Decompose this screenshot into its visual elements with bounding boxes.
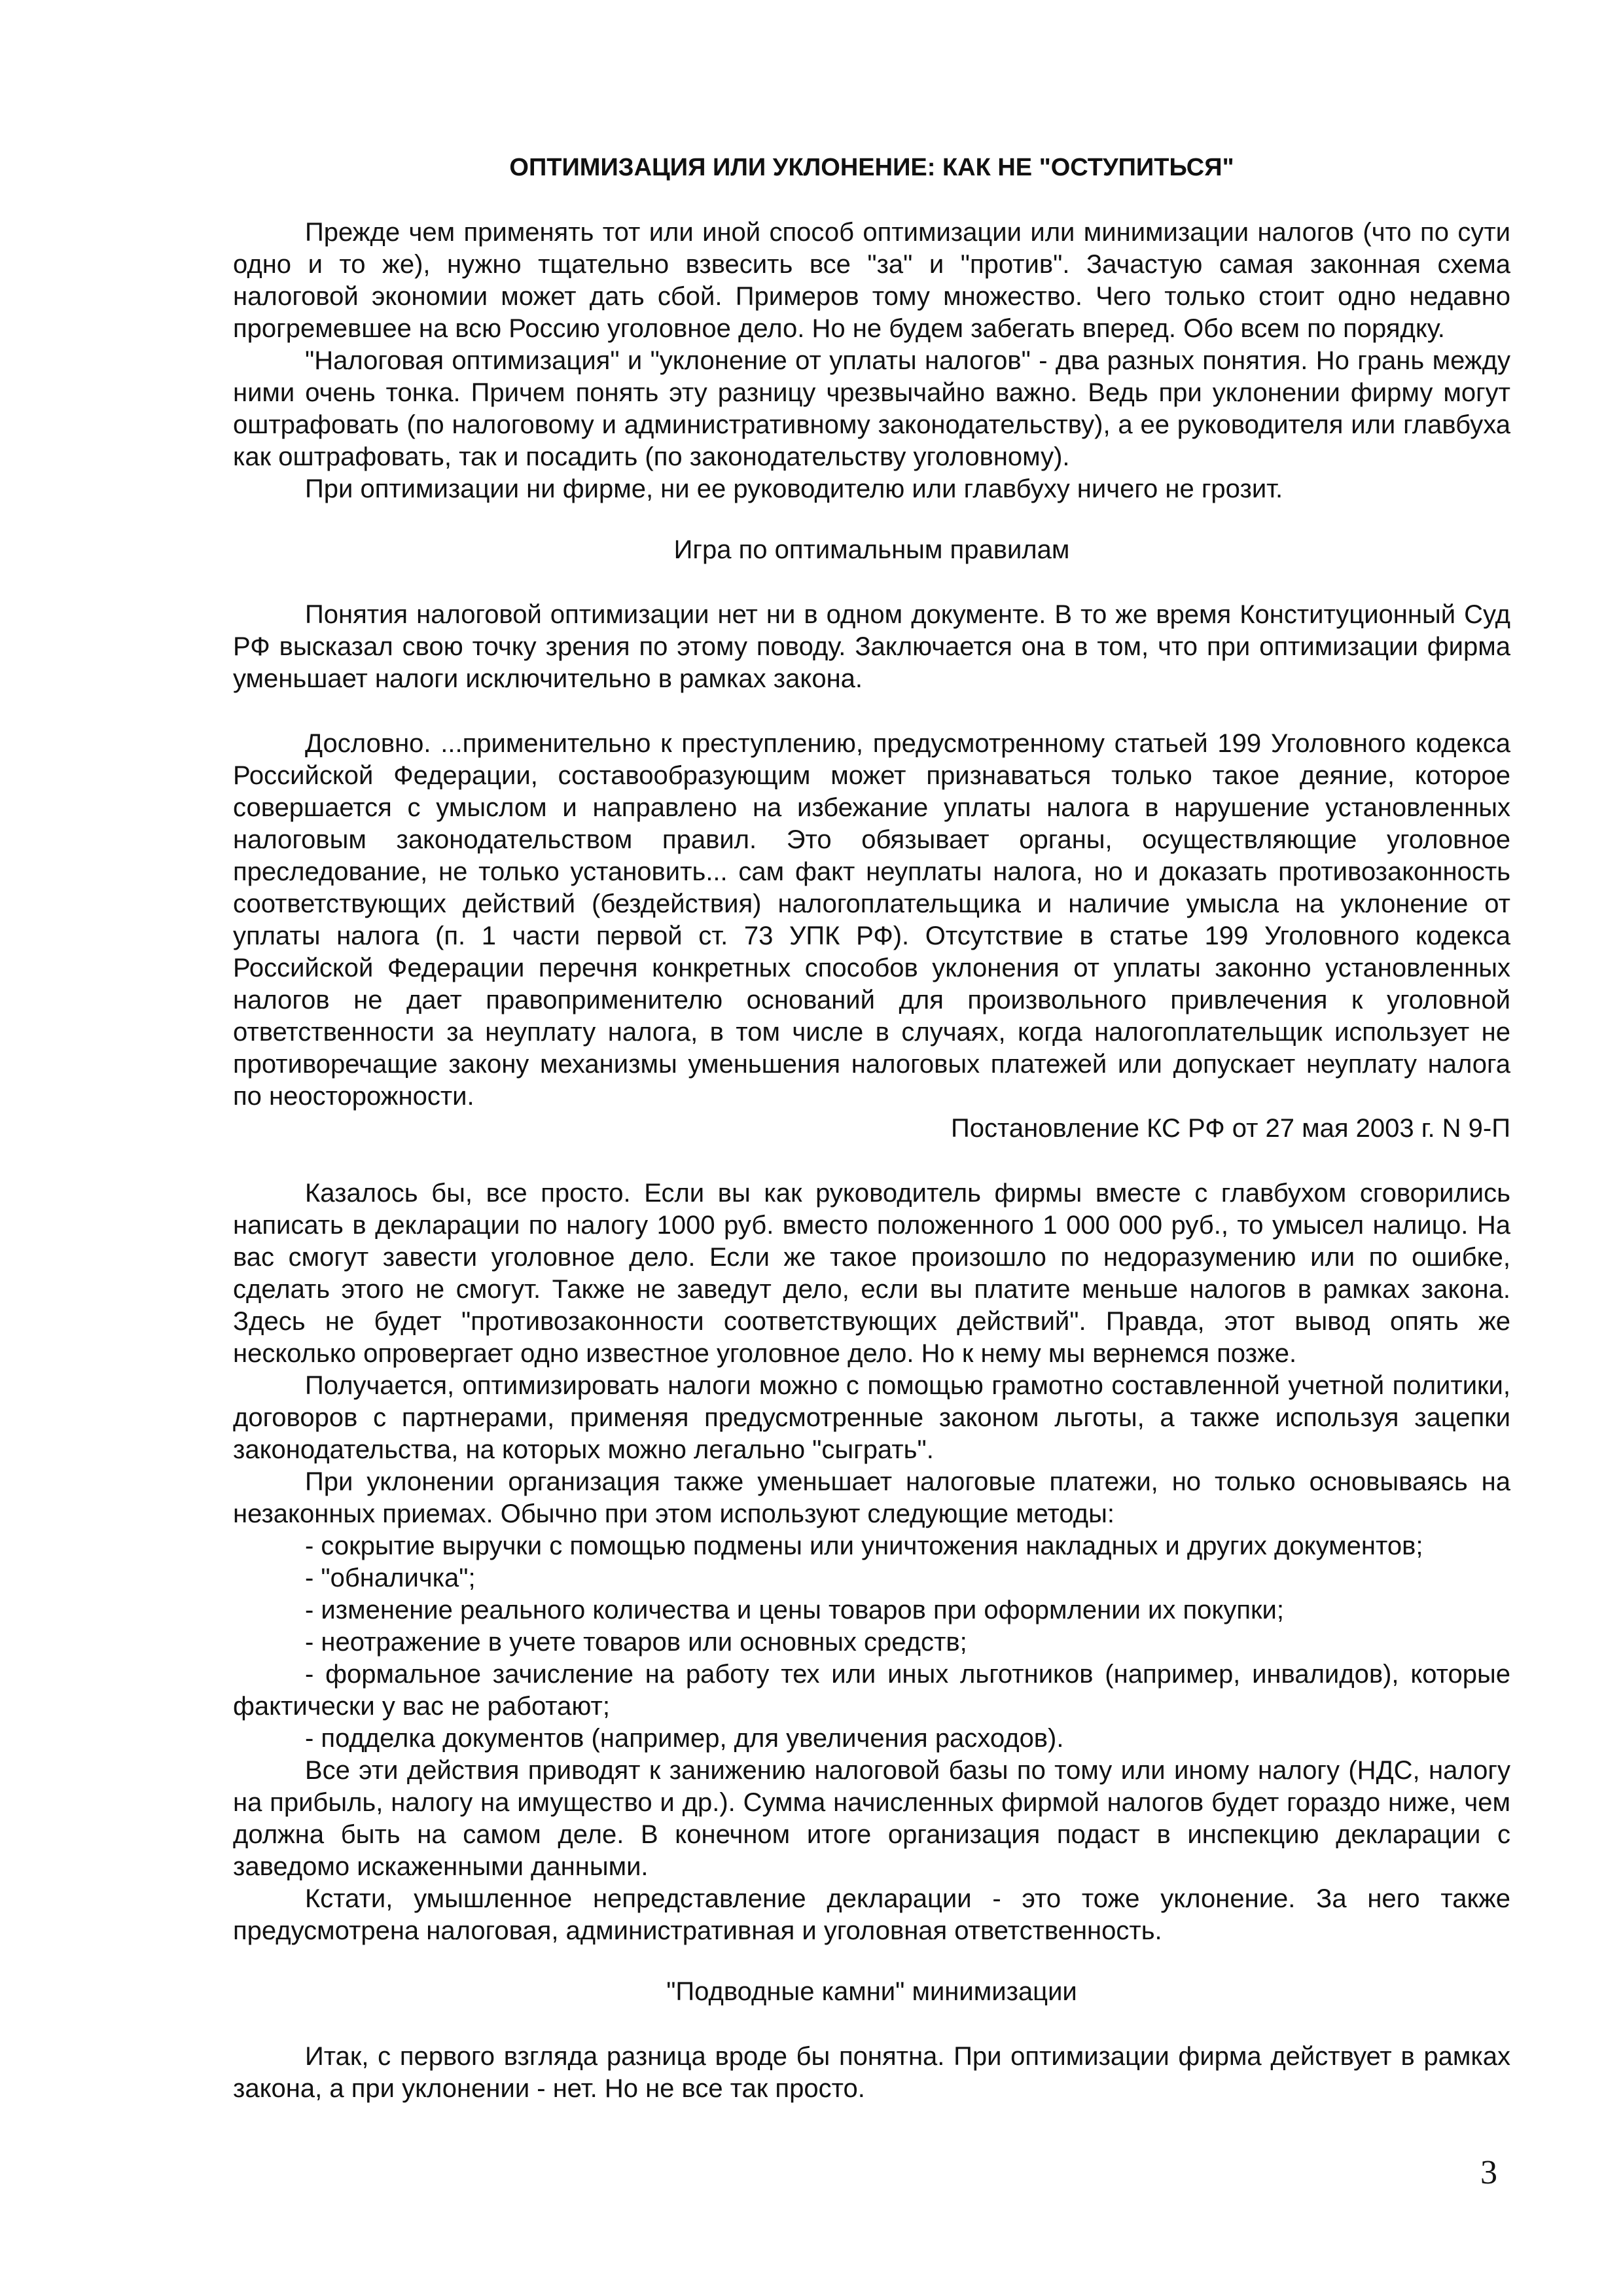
list-item: - формальное зачисление на работу тех или иных льготников (например, инвалидов), которые фактически у вас не работают; [233,1660,1510,1721]
list-item: - неотражение в учете товаров или основных средств; [305,1628,967,1657]
section-heading-optimal-rules: Игра по оптимальным правилам [673,535,1070,564]
section1-paragraph-5: Все эти действия приводят к занижению налоговой базы по тому или иному налогу (НДС, налогу на прибыль, налогу на имущество и др.). Сумма начисленных фирмой налогов будет гораздо ниже, чем должна быть на самом деле. В конечном итоге организация подаст в инспекцию декларации с заведомо искаженными данными. [233,1756,1510,1881]
section1-paragraph-6: Кстати, умышленное непредставление декларации - это тоже уклонение. За него также предусмотрена налоговая, административная и уголовная ответственность. [233,1884,1510,1945]
section-heading-pitfalls: "Подводные камни" минимизации [666,1977,1077,2006]
list-item: - подделка документов (например, для увеличения расходов). [305,1724,1064,1753]
list-item: - сокрытие выручки с помощью подмены или уничтожения накладных и других документов; [305,1532,1423,1560]
court-citation: Постановление КС РФ от 27 мая 2003 г. N 9-П [950,1114,1510,1143]
section1-paragraph-1: Понятия налоговой оптимизации нет ни в одном документе. В то же время Конституционный Суд РФ высказал свою точку зрения по этому поводу. Заключается она в том, что при оптимизации фирма уменьшает налоги исключительно в рамках закона. [233,600,1510,693]
court-quote: Дословно. ...применительно к преступлению, предусмотренному статьей 199 Уголовного кодекса Российской Федерации, составообразующим может признаваться только такое деяние, которое совершается с умыслом и направлено на избежание уплаты налога в нарушение установленных налоговым законодательством правил. Это обязывает органы, осуществляющие уголовное преследование, не только установить... сам факт неуплаты налога, но и доказать противозаконность соответствующих действий (бездействия) налогоплательщика и наличие умысла на уклонение от уплаты налога (п. 1 части первой ст. 73 УПК РФ). Отсутствие в статье 199 Уголовного кодекса Российской Федерации перечня конкретных способов уклонения от уплаты законно установленных налогов не дает правоприменителю оснований для произвольного привлечения к уголовной ответственности за неуплату налога, в том числе в случаях, когда налогоплательщик использует не противоречащие закону механизмы уменьшения налоговых платежей или допускает неуплату налога по неосторожности. [233,729,1510,1111]
spacer [233,695,1510,728]
spacer [233,1145,1510,1177]
article-body [233,131,1510,2105]
section1-paragraph-3: Получается, оптимизировать налоги можно с помощью грамотно составленной учетной политики, договоров с партнерами, применяя предусмотренные законом льготы, а также используя зацепки законодательства, на которых можно легально "сыграть". [233,1371,1510,1464]
list-item: - "обналичка"; [305,1564,476,1592]
section2-paragraph-1: Итак, с первого взгляда разница вроде бы понятна. При оптимизации фирма действует в рамках закона, а при уклонении - нет. Но не все так просто. [233,2042,1510,2103]
intro-paragraph-2: "Налоговая оптимизация" и "уклонение от уплаты налогов" - два разных понятия. Но грань между ними очень тонка. Причем понять эту разницу чрезвычайно важно. Ведь при уклонении фирму могут оштрафовать (по налоговому и административному законодательству), а ее руководителя или главбуха как оштрафовать, так и посадить (по законодательству уголовному). [233,346,1510,471]
intro-paragraph-1: Прежде чем применять тот или иной способ оптимизации или минимизации налогов (что по сути одно и то же), нужно тщательно взвесить все "за" и "против". Зачастую самая законная схема налоговой экономии может дать сбой. Примеров тому множество. Чего только стоит одно недавно прогремевшее на всю Россию уголовное дело. Но не будем забегать вперед. Обо всем по порядку. [233,218,1510,343]
page-number: 3 [1480,2154,1497,2191]
section1-paragraph-2: Казалось бы, все просто. Если вы как руководитель фирмы вместе с главбухом сговорились написать в декларации по налогу 1000 руб. вместо положенного 1 000 000 руб., то умысел налицо. На вас смогут завести уголовное дело. Если же такое произошло по недоразумению или по ошибке, сделать этого не смогут. Также не заведут дело, если вы платите меньше налогов в рамках закона. Здесь не будет "противозаконности соответствующих действий". Правда, этот вывод опять же несколько опровергает одно известное уголовное дело. Но к нему мы вернемся позже. [233,1179,1510,1368]
article-title: ОПТИМИЗАЦИЯ ИЛИ УКЛОНЕНИЕ: КАК НЕ "ОСТУПИТЬСЯ" [509,154,1234,181]
evasion-methods-list [233,1530,1510,1755]
section1-paragraph-4: При уклонении организация также уменьшает налоговые платежи, но только основываясь на незаконных приемах. Обычно при этом используют следующие методы: [233,1467,1510,1528]
list-item: - изменение реального количества и цены товаров при оформлении их покупки; [305,1596,1284,1624]
intro-paragraph-3: При оптимизации ни фирме, ни ее руководителю или главбуху ничего не грозит. [305,475,1283,503]
